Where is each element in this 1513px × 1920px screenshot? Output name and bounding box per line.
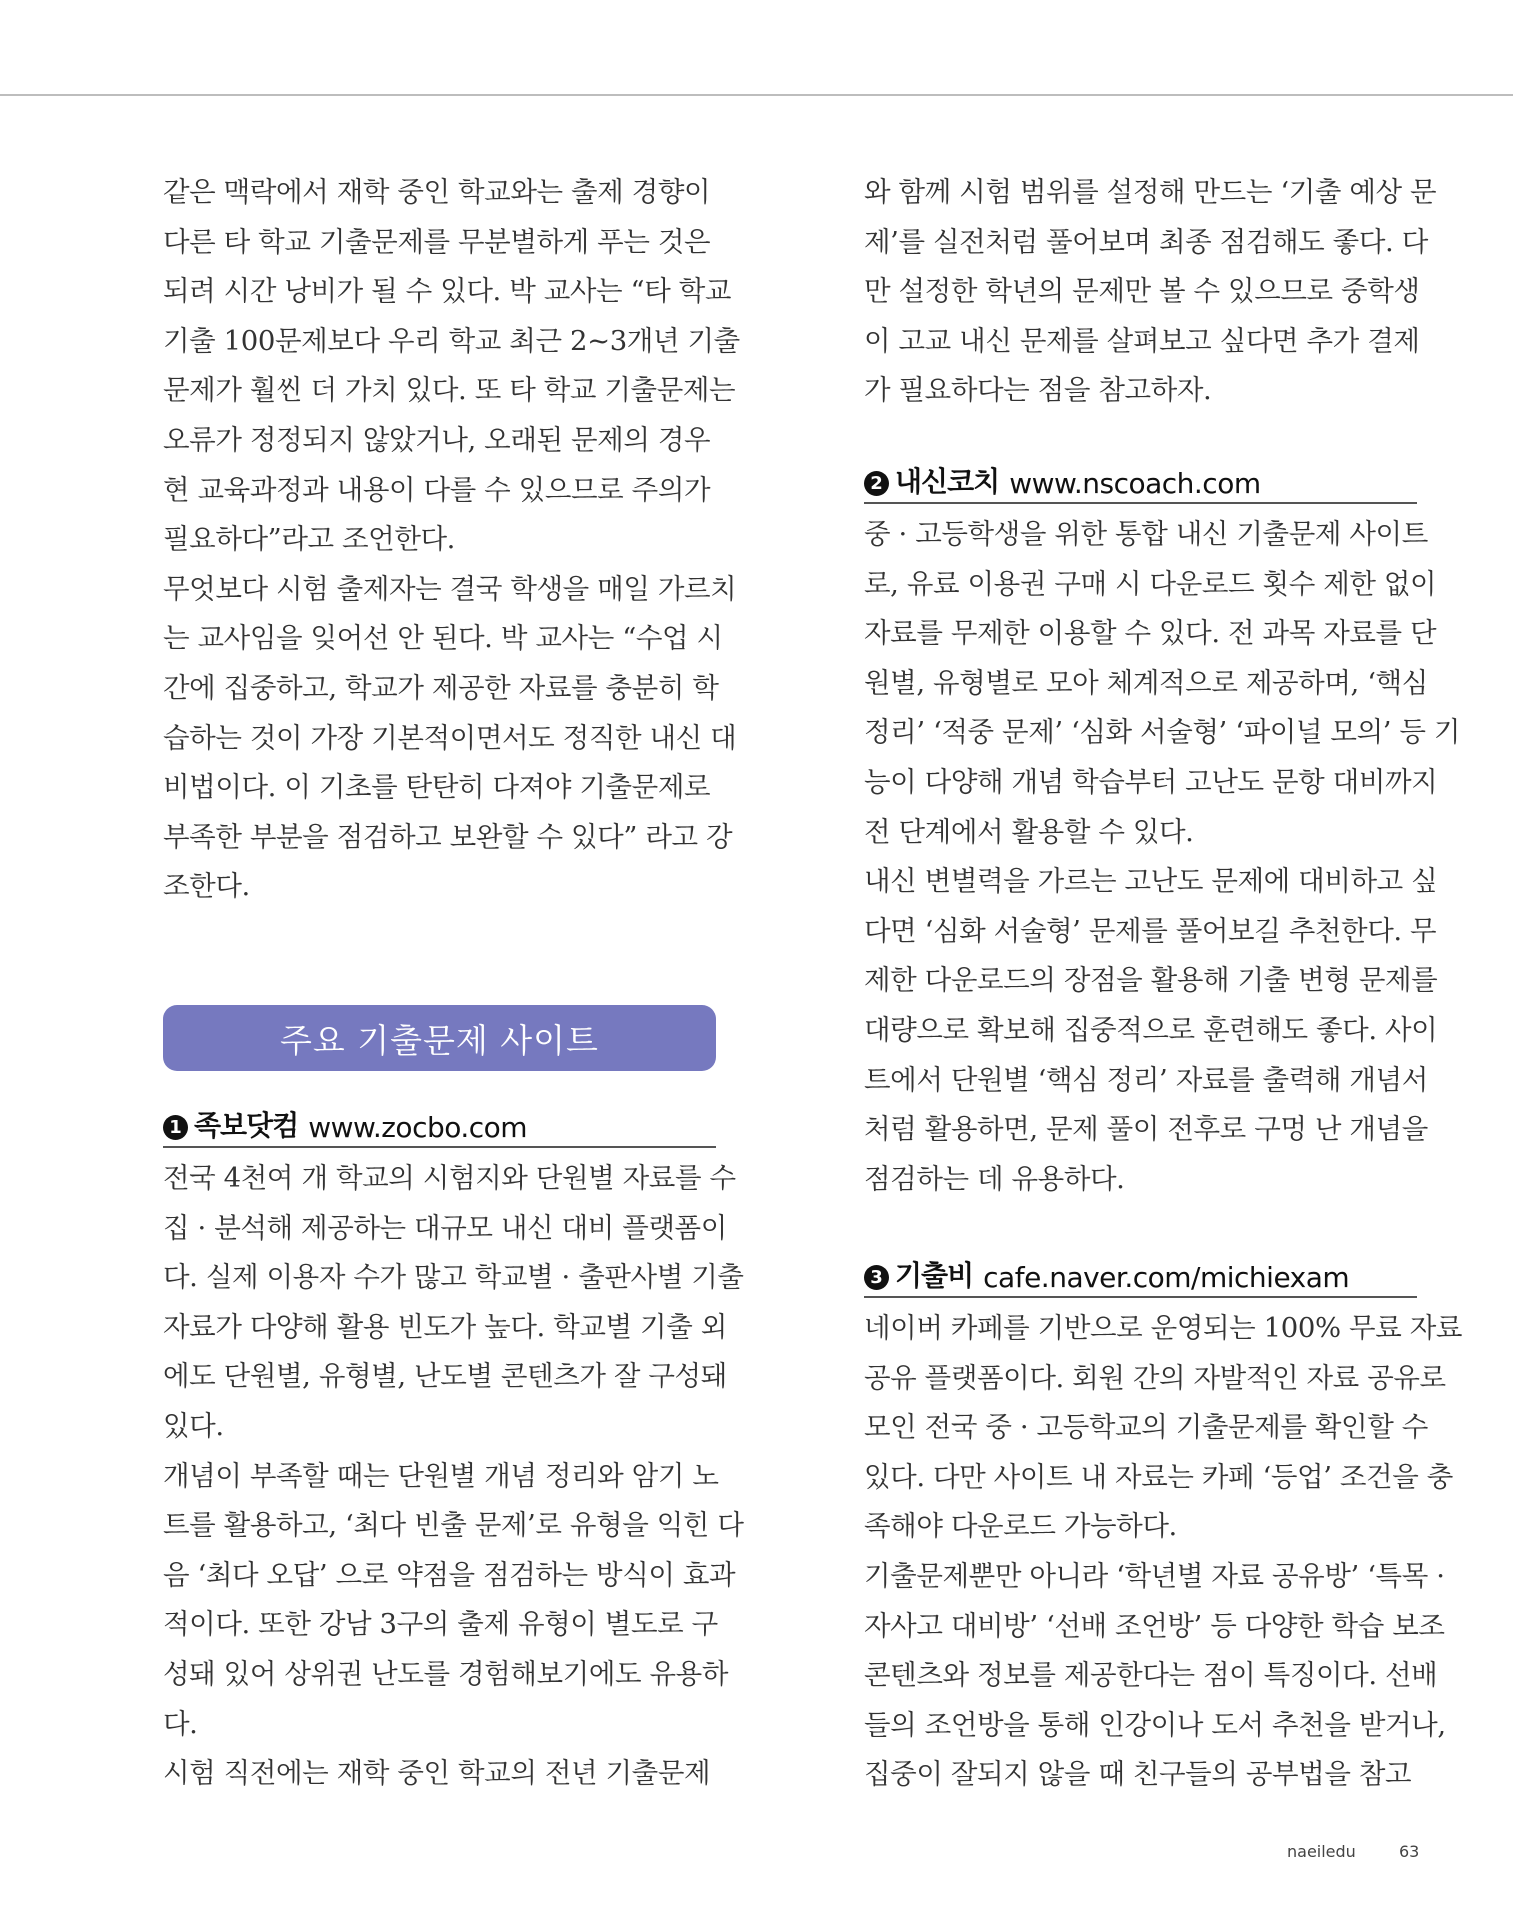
site-name: 기출비 xyxy=(895,1259,974,1292)
text-line: 문제가 훨씬 더 가치 있다. 또 타 학교 기출문제는 xyxy=(163,374,736,407)
text-line: 집중이 잘되지 않을 때 친구들의 공부법을 참고 xyxy=(864,1758,1412,1791)
section-banner xyxy=(163,1005,716,1071)
text-line: 로, 유료 이용권 구매 시 다운로드 횟수 제한 없이 xyxy=(864,567,1437,600)
site3-section xyxy=(864,1252,1463,1800)
site3-text xyxy=(864,1304,1463,1800)
text-line: 제’를 실전처럼 풀어보며 최종 점검해도 좋다. 다 xyxy=(864,225,1428,258)
text-line: 현 교육과정과 내용이 다를 수 있으므로 주의가 xyxy=(163,473,711,506)
banner-title: 주요 기출문제 사이트 xyxy=(280,1020,599,1060)
text-line: 원별, 유형별로 모아 체계적으로 제공하며, ‘핵심 xyxy=(864,666,1428,699)
text-line: 트를 활용하고, ‘최다 빈출 문제’로 유형을 익힌 다 xyxy=(163,1509,744,1542)
text-line: 시험 직전에는 재학 중인 학교의 전년 기출문제 xyxy=(163,1757,711,1790)
text-line: 자사고 대비방’ ‘선배 조언방’ 등 다양한 학습 보조 xyxy=(864,1609,1445,1642)
text-line: 공유 플랫폼이다. 회원 간의 자발적인 자료 공유로 xyxy=(864,1361,1446,1394)
text-line: 집 · 분석해 제공하는 대규모 내신 대비 플랫폼이 xyxy=(163,1211,727,1244)
text-line: 이 고교 내신 문제를 살펴보고 싶다면 추가 결제 xyxy=(864,324,1420,357)
text-line: 같은 맥락에서 재학 중인 학교와는 출제 경향이 xyxy=(163,176,711,208)
text-line: 다. xyxy=(163,1707,198,1740)
text-line: 족해야 다운로드 가능하다. xyxy=(864,1510,1177,1543)
text-line: 와 함께 시험 범위를 설정해 만드는 ‘기출 예상 문 xyxy=(864,176,1437,208)
site2-section xyxy=(864,458,1461,1204)
site3-heading xyxy=(864,1252,1417,1298)
site-url[interactable]: www.nscoach.com xyxy=(1009,467,1261,500)
text-line: 오류가 정정되지 않았거나, 오래된 문제의 경우 xyxy=(163,423,711,456)
text-line: 필요하다”라고 조언한다. xyxy=(163,523,455,556)
number-badge-icon: 2 xyxy=(864,471,889,496)
left-column xyxy=(163,168,740,912)
number-badge-icon: 3 xyxy=(864,1265,889,1290)
text-line: 부족한 부분을 점검하고 보완할 수 있다” 라고 강 xyxy=(163,820,733,853)
text-line: 습하는 것이 가장 기본적이면서도 정직한 내신 대 xyxy=(163,721,737,754)
left-intro-text xyxy=(163,168,740,912)
site-url[interactable]: www.zocbo.com xyxy=(308,1111,528,1144)
text-line: 간에 집중하고, 학교가 제공한 자료를 충분히 학 xyxy=(163,671,719,704)
text-line: 적이다. 또한 강남 3구의 출제 유형이 별도로 구 xyxy=(163,1608,718,1641)
text-line: 점검하는 데 유용하다. xyxy=(864,1162,1125,1195)
text-line: 다른 타 학교 기출문제를 무분별하게 푸는 것은 xyxy=(163,225,711,258)
right-intro-text xyxy=(864,168,1437,416)
text-line: 있다. 다만 사이트 내 자료는 카페 ‘등업’ 조건을 충 xyxy=(864,1460,1453,1493)
text-line: 는 교사임을 잊어선 안 된다. 박 교사는 “수업 시 xyxy=(163,622,723,655)
text-line: 가 필요하다는 점을 참고하자. xyxy=(864,374,1212,407)
text-line: 있다. xyxy=(163,1409,224,1442)
text-line: 자료가 다양해 활용 빈도가 높다. 학교별 기출 외 xyxy=(163,1310,727,1343)
site-name: 내신코치 xyxy=(895,465,1000,498)
text-line: 정리’ ‘적중 문제’ ‘심화 서술형’ ‘파이널 모의’ 등 기 xyxy=(864,716,1461,749)
text-line: 트에서 단원별 ‘핵심 정리’ 자료를 출력해 개념서 xyxy=(864,1063,1428,1096)
site2-heading xyxy=(864,458,1417,504)
site1-heading xyxy=(163,1102,716,1148)
top-rule xyxy=(0,94,1513,96)
text-line: 다면 ‘심화 서술형’ 문제를 풀어보길 추천한다. 무 xyxy=(864,914,1437,947)
text-line: 성돼 있어 상위권 난도를 경험해보기에도 유용하 xyxy=(163,1657,729,1690)
text-line: 개념이 부족할 때는 단원별 개념 정리와 암기 노 xyxy=(163,1459,719,1492)
footer-brand: naeiledu xyxy=(1287,1842,1356,1861)
text-line: 만 설정한 학년의 문제만 볼 수 있으므로 중학생 xyxy=(864,275,1420,308)
text-line: 제한 다운로드의 장점을 활용해 기출 변형 문제를 xyxy=(864,964,1438,997)
text-line: 다. 실제 이용자 수가 많고 학교별 · 출판사별 기출 xyxy=(163,1261,744,1294)
text-line: 자료를 무제한 이용할 수 있다. 전 과목 자료를 단 xyxy=(864,617,1437,650)
site-name: 족보닷컴 xyxy=(194,1109,299,1142)
text-line: 대량으로 확보해 집중적으로 훈련해도 좋다. 사이 xyxy=(864,1013,1438,1046)
text-line: 콘텐츠와 정보를 제공한다는 점이 특징이다. 선배 xyxy=(864,1659,1438,1692)
text-line: 에도 단원별, 유형별, 난도별 콘텐츠가 잘 구성돼 xyxy=(163,1360,727,1393)
right-column xyxy=(864,168,1437,416)
text-line: 능이 다양해 개념 학습부터 고난도 문항 대비까지 xyxy=(864,765,1438,798)
text-line: 음 ‘최다 오답’ 으로 약점을 점검하는 방식이 효과 xyxy=(163,1558,736,1591)
text-line: 기출문제뿐만 아니라 ‘학년별 자료 공유방’ ‘특목 · xyxy=(864,1559,1445,1592)
text-line: 처럼 활용하면, 문제 풀이 전후로 구멍 난 개념을 xyxy=(864,1113,1428,1146)
text-line: 모인 전국 중 · 고등학교의 기출문제를 확인할 수 xyxy=(864,1411,1428,1444)
number-badge-icon: 1 xyxy=(163,1115,188,1140)
site1-text xyxy=(163,1154,744,1799)
text-line: 전국 4천여 개 학교의 시험지와 단원별 자료를 수 xyxy=(163,1162,736,1194)
text-line: 무엇보다 시험 출제자는 결국 학생을 매일 가르치 xyxy=(163,572,737,605)
text-line: 네이버 카페를 기반으로 운영되는 100% 무료 자료 xyxy=(864,1312,1463,1344)
text-line: 전 단계에서 활용할 수 있다. xyxy=(864,815,1194,848)
text-line: 비법이다. 이 기초를 탄탄히 다져야 기출문제로 xyxy=(163,771,711,804)
site2-text xyxy=(864,510,1461,1204)
site1-section xyxy=(163,1102,744,1799)
text-line: 중 · 고등학생을 위한 통합 내신 기출문제 사이트 xyxy=(864,518,1428,550)
page-number: 63 xyxy=(1399,1842,1420,1861)
text-line: 들의 조언방을 통해 인강이나 도서 추천을 받거나, xyxy=(864,1708,1446,1741)
text-line: 되려 시간 낭비가 될 수 있다. 박 교사는 “타 학교 xyxy=(163,275,732,308)
text-line: 기출 100문제보다 우리 학교 최근 2~3개년 기출 xyxy=(163,324,740,357)
text-line: 조한다. xyxy=(163,870,250,903)
site-url[interactable]: cafe.naver.com/michiexam xyxy=(983,1261,1350,1294)
text-line: 내신 변별력을 가르는 고난도 문제에 대비하고 싶 xyxy=(864,865,1438,898)
